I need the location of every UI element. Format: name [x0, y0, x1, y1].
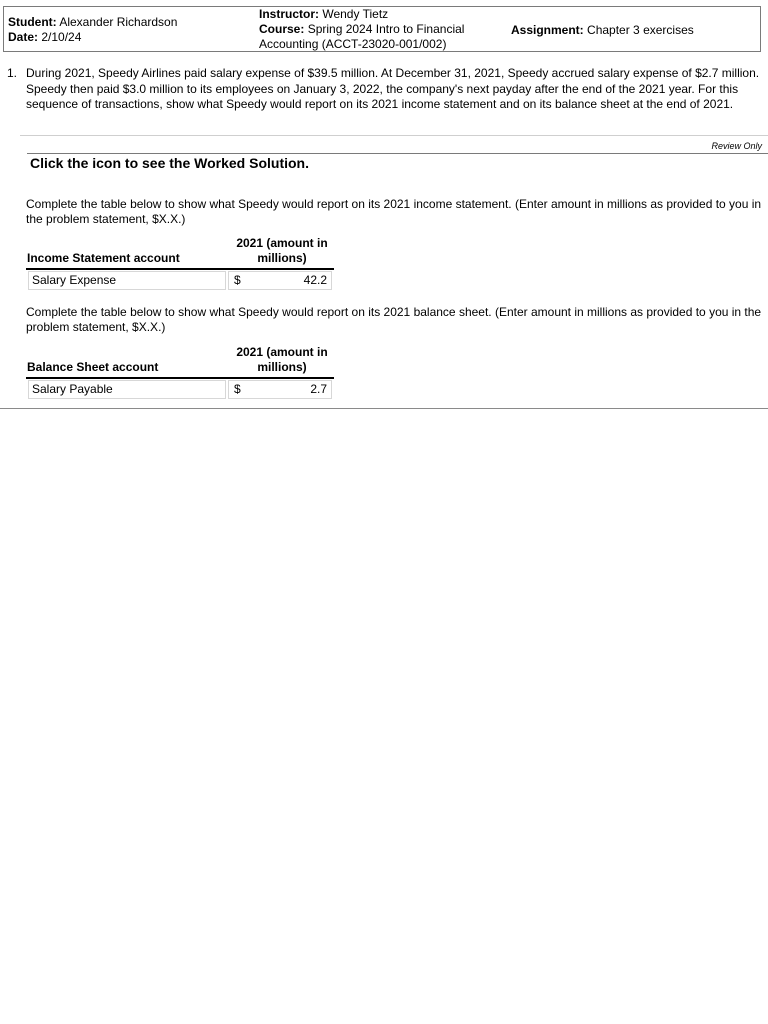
student-name: Alexander Richardson	[59, 15, 178, 29]
date-value: 2/10/24	[41, 30, 82, 44]
income-statement-account-header: Income Statement account	[27, 251, 180, 265]
salary-payable-account-cell: Salary Payable	[28, 380, 226, 399]
instructor-name: Wendy Tietz	[322, 7, 389, 21]
amount-header-line1: 2021 (amount in	[236, 236, 328, 250]
worked-solution-link[interactable]: Click the icon to see the Worked Solution.	[30, 155, 310, 171]
salary-payable-amount-field[interactable]	[228, 380, 332, 399]
salary-expense-value: 42.2	[303, 273, 327, 287]
assignment-label: Assignment:	[511, 23, 584, 37]
bottom-divider	[0, 408, 768, 409]
course-label: Course:	[259, 22, 305, 36]
question	[7, 66, 762, 113]
salary-expense-amount-field[interactable]	[228, 271, 332, 290]
assignment-header	[3, 6, 761, 52]
review-only-label: Review Only	[711, 141, 762, 151]
question-number: 1.	[7, 66, 18, 80]
salary-expense-account-cell: Salary Expense	[28, 271, 226, 290]
assignment-info	[511, 23, 761, 38]
question-text: During 2021, Speedy Airlines paid salary expense of $39.5 million. At December 31, 2021, Speedy accrued salary expense of $2.7 million. Speedy then paid $3.0 million to its employees on January 3, 2022, the company's next payday after the end of the 2021 year. For this sequence of transactions, show what Speedy would report on its 2021 income statement and on its balance sheet at the end of 2021.	[26, 66, 760, 111]
student-info	[8, 15, 248, 45]
income-statement-amount-header	[230, 236, 334, 266]
balance-sheet-account-header: Balance Sheet account	[27, 360, 159, 374]
amount-header-line2: millions)	[257, 360, 307, 374]
student-label: Student:	[8, 15, 57, 29]
currency-symbol: $	[234, 273, 241, 287]
salary-payable-value: 2.7	[310, 382, 327, 396]
amount-header-line2: millions)	[257, 251, 307, 265]
divider	[20, 135, 768, 136]
amount-header-line1: 2021 (amount in	[236, 345, 328, 359]
instructor-label: Instructor:	[259, 7, 319, 21]
divider	[27, 153, 768, 154]
course-value: Spring 2024 Intro to Financial Accounting (ACCT-23020-001/002)	[259, 22, 465, 51]
header-rule	[26, 377, 334, 379]
date-label: Date:	[8, 30, 39, 44]
income-statement-table	[26, 236, 336, 292]
header-rule	[26, 268, 334, 270]
balance-sheet-instruction: Complete the table below to show what Speedy would report on its 2021 balance sheet. (Enter amount in millions as provided to you in the problem statement, $X.X.)	[26, 305, 762, 334]
assignment-value: Chapter 3 exercises	[587, 23, 694, 37]
balance-sheet-amount-header	[230, 345, 334, 375]
income-statement-instruction: Complete the table below to show what Speedy would report on its 2021 income statement. (Enter amount in millions as provided to you in the problem statement, $X.X.)	[26, 197, 762, 226]
instructor-info	[259, 7, 489, 52]
balance-sheet-table	[26, 345, 336, 401]
currency-symbol: $	[234, 382, 241, 396]
